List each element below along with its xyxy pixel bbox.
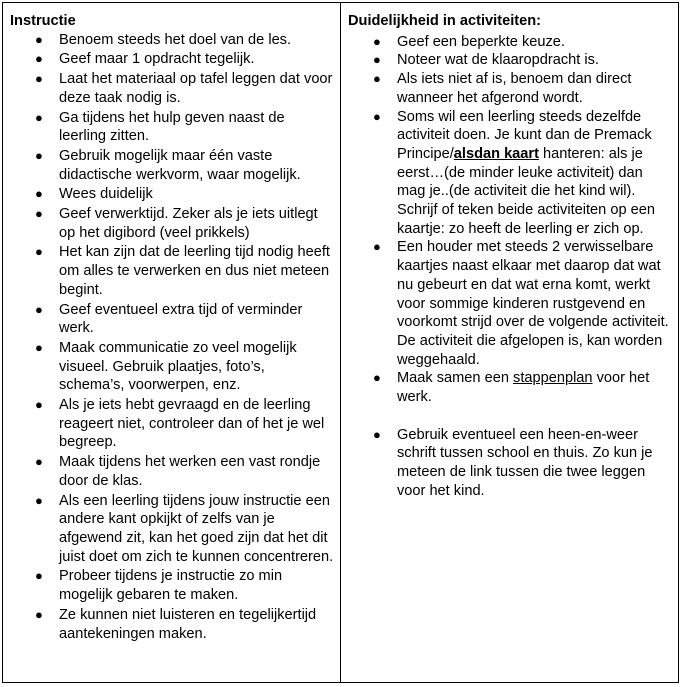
list-item: ● Maak samen een stappenplan voor het werk. [373, 370, 650, 406]
list-item: ● Maak tijdens het werken een vast rondje door de klas. [35, 454, 321, 489]
list-item: ● Gebruik eventueel een heen-en-weer schrift tussen school en thuis. Zo kun je meteen de link tussen die twee leggen voor het kind. [373, 426, 653, 499]
instructie-list [10, 31, 334, 644]
list-item: ● Noteer wat de klaaropdracht is. [373, 52, 599, 69]
list-item: ● Geef maar 1 opdracht tegelijk. [35, 51, 255, 68]
list-item: ● Ga tijdens het hulp geven naast de leerling zitten. [35, 109, 285, 145]
list-item: ● Het kan zijn dat de leerling tijd nodig heeft om alles te verwerken en dus niet meteen begint. [35, 244, 330, 298]
document-table [2, 2, 679, 683]
list-item: ● Wees duidelijk [35, 186, 153, 203]
bullet-icon: ● [373, 370, 381, 386]
list-item: ● Laat het materiaal op tafel leggen dat voor deze taak nodig is. [35, 71, 333, 106]
bullet-icon: ● [35, 71, 43, 87]
bullet-icon: ● [35, 454, 43, 470]
bullet-icon: ● [373, 239, 381, 255]
stappenplan-link[interactable]: stappenplan [513, 370, 593, 387]
list-item: ● Een houder met steeds 2 verwisselbare kaartjes naast elkaar met daarop dat wat nu gebeurt en dat wat erna komt, werkt voor sommige kinderen rustgevend en voorkomt strijd over de volgende activiteit. De activiteit die afgelopen is, kan worden weggehaald. [373, 239, 669, 368]
list-item: ● Als iets niet af is, benoem dan direct wanneer het afgerond wordt. [373, 71, 632, 106]
bullet-icon: ● [35, 244, 43, 260]
bullet-icon: ● [373, 52, 381, 68]
activiteiten-heading: Duidelijkheid in activiteiten: [348, 13, 541, 29]
bullet-icon: ● [35, 397, 43, 413]
bullet-icon: ● [35, 51, 43, 67]
bullet-icon: ● [35, 568, 43, 584]
bullet-icon: ● [35, 606, 43, 622]
bullet-icon: ● [35, 109, 43, 125]
list-item: ● Als je iets hebt gevraagd en de leerling reageert niet, controleer dan of het je wel begreep. [35, 397, 325, 451]
list-item: ● Geef een beperkte keuze. [373, 33, 565, 50]
list-item: ● Als een leerling tijdens jouw instructie een andere kant opkijkt of zelfs van je afgewend zit, kan het goed zijn dat het dit juist doet om zich te kunnen concentreren. [35, 492, 334, 565]
bullet-icon: ● [35, 31, 43, 47]
alsdan-kaart-link[interactable]: alsdan kaart [453, 145, 539, 162]
list-item: ● Soms wil een leerling steeds dezelfde activiteit doen. Je kunt dan de Premack Principe/alsdan kaart hanteren: als je eerst…(de minder leuke activiteit) dan mag je..(de activiteit die het kind wil). Schrijf of teken beide activiteiten op een kaartje: zo heeft de leerling er zich op. [373, 108, 655, 237]
bullet-icon: ● [35, 301, 43, 317]
list-item: ● Geef eventueel extra tijd of verminder werk. [35, 301, 303, 337]
list-item: ● Benoem steeds het doel van de les. [35, 31, 292, 48]
bullet-icon: ● [373, 71, 381, 87]
bullet-icon: ● [35, 186, 43, 202]
list-item: ● Gebruik mogelijk maar één vaste didactische werkvorm, waar mogelijk. [35, 147, 301, 183]
instructie-heading: Instructie [10, 13, 76, 29]
bullet-icon: ● [35, 147, 43, 163]
bullet-icon: ● [35, 492, 43, 508]
list-item: ● Maak communicatie zo veel mogelijk visueel. Gebruik plaatjes, foto’s, schema’s, voorwerpen, enz. [35, 339, 297, 394]
list-item: ● Ze kunnen niet luisteren en tegelijkertijd aantekeningen maken. [35, 606, 317, 642]
bullet-icon: ● [373, 426, 381, 442]
list-item: ● Geef verwerktijd. Zeker als je iets uitlegt op het digibord (veel prikkels) [35, 206, 318, 241]
activiteiten-list [348, 33, 672, 501]
instructie-column [3, 3, 341, 682]
bullet-icon: ● [35, 206, 43, 222]
bullet-icon: ● [373, 108, 381, 124]
activiteiten-column [341, 3, 678, 682]
bullet-icon: ● [373, 33, 381, 49]
bullet-icon: ● [35, 339, 43, 355]
list-item: ● Probeer tijdens je instructie zo min mogelijk gebaren te maken. [35, 568, 283, 604]
